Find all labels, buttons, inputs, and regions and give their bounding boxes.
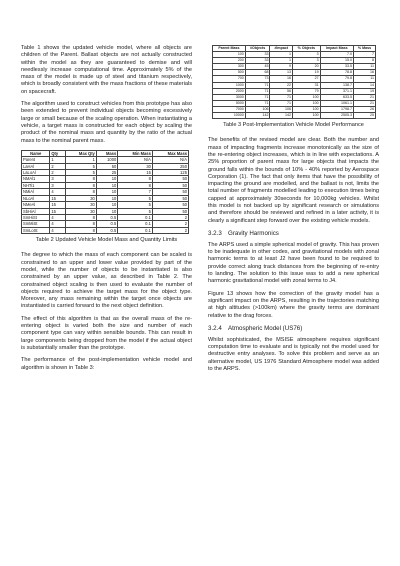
table-cell: 142 xyxy=(245,113,270,119)
table-3-header: #Impact xyxy=(270,46,293,52)
table-cell: 106 xyxy=(245,106,270,112)
section-title: Gravity Harmonics xyxy=(228,229,279,237)
paragraph-effect: The effect of this algorithm is that as the overall mass of the re-entering object is varied both the size and number of each component type can vary within sensible bounds. This can result in large components being dropped from the model if the actual object is substantially smaller than the prototype. xyxy=(21,315,192,351)
table-cell: 7 xyxy=(354,52,376,58)
table-cell: 71 xyxy=(270,100,293,106)
table-cell: 8 xyxy=(118,182,153,188)
paragraph-figure13: Figure 13 shows how the correction of the gravity model has a significant impact on the ARPS, resulting in the trajectories matching at high altitudes (>100km) where the gravity terms are dominant relative to the drag forces. xyxy=(208,290,379,319)
section-heading-gravity xyxy=(208,230,379,238)
table-cell: 11 xyxy=(354,64,376,70)
table-cell: 200 xyxy=(213,58,246,64)
table-cell: 106 xyxy=(270,106,293,112)
right-column xyxy=(208,0,379,378)
table-cell: 0.1 xyxy=(118,221,153,227)
table-cell: 100 xyxy=(293,94,321,100)
table-3-header: % Objects xyxy=(293,46,321,52)
table-cell: 50 xyxy=(152,176,188,182)
table-cell: 0.5 xyxy=(96,221,117,227)
table-3-caption: Table 3 Post-Implementation Vehicle Model Performance xyxy=(223,122,364,129)
table-2-header: Max Qty xyxy=(66,150,97,156)
table-cell: 0.1 xyxy=(118,227,153,233)
table-cell: 125 xyxy=(152,170,188,176)
table-cell: 8 xyxy=(66,182,97,188)
table-cell: 142 xyxy=(270,113,293,119)
table-2-header: Max Mass xyxy=(152,150,188,156)
table-2 xyxy=(21,150,189,234)
table-cell: 9 xyxy=(270,64,293,70)
table-cell: 19 xyxy=(293,70,321,76)
table-cell: 2 xyxy=(152,214,188,220)
table-2-caption: Table 2 Updated Vehicle Model Mass and Quantity Limits xyxy=(35,237,178,244)
table-cell: 71 xyxy=(245,94,270,100)
table-cell: 7 xyxy=(118,189,153,195)
left-column xyxy=(21,0,192,377)
table-cell: 3 xyxy=(50,176,66,182)
paragraph-arps: The ARPS used a simple spherical model of gravity. This has proven to be inadequate in other codes, and gravitational models with zonal harmonic terms to at least J2 have been found to be required to provide correct along track distances from the beginning of re-entry to landing. The solution to this issue was to add a new spherical harmonic gravitational model with zonal terms to J4. xyxy=(208,241,379,285)
table-cell: 100 xyxy=(293,100,321,106)
table-cell: 300 xyxy=(213,64,246,70)
table-cell: 21 xyxy=(354,94,376,100)
table-row xyxy=(213,113,376,119)
table-cell: 71 xyxy=(245,88,270,94)
table-cell: 50 xyxy=(152,189,188,195)
table-cell: 7.0 xyxy=(320,52,353,58)
table-cell: 68 xyxy=(245,70,270,76)
table-cell: 26 xyxy=(354,106,376,112)
table-cell: 10 xyxy=(96,176,117,182)
table-cell: 100 xyxy=(293,106,321,112)
table-cell: 1 xyxy=(270,52,293,58)
table-cell: 14 xyxy=(354,82,376,88)
table-cell: SmLoSt xyxy=(22,227,50,233)
table-cell: 8 xyxy=(66,221,97,227)
table-cell: 15 xyxy=(118,170,153,176)
table-cell: 5 xyxy=(118,195,153,201)
table-cell: 5 xyxy=(118,202,153,208)
table-cell: 2 xyxy=(152,221,188,227)
table-cell: 3000 xyxy=(213,94,246,100)
table-cell: 78.8 xyxy=(320,70,353,76)
table-cell: 0.5 xyxy=(96,214,117,220)
table-cell: 1 xyxy=(50,157,66,163)
table-cell: 10000 xyxy=(213,113,246,119)
table-cell: 633.5 xyxy=(320,94,353,100)
table-cell: 10 xyxy=(96,182,117,188)
table-cell: 27 xyxy=(293,76,321,82)
table-cell: 71 xyxy=(245,82,270,88)
table-cell: 3 xyxy=(293,52,321,58)
table-cell: 15 xyxy=(50,202,66,208)
table-cell: NLoAl xyxy=(22,195,50,201)
table-cell: 100 xyxy=(213,52,246,58)
table-cell: 30 xyxy=(66,202,97,208)
table-cell: 16 xyxy=(270,76,293,82)
table-cell: 8 xyxy=(66,214,97,220)
table-cell: 79 xyxy=(293,88,321,94)
table-cell: 2000 xyxy=(213,88,246,94)
table-cell: 33 xyxy=(245,58,270,64)
table-cell: 1000 xyxy=(213,82,246,88)
table-cell: 700 xyxy=(213,76,246,82)
table-cell: 1061.1 xyxy=(320,100,353,106)
table-cell: LaLoAl xyxy=(22,170,50,176)
table-cell: 7000 xyxy=(213,106,246,112)
table-2-header: Mass xyxy=(96,150,117,156)
paragraph-intro: Table 1 shows the updated vehicle model, where all objects are children of the Parent. Ballast objects are not actually constructed within the model as they are guaranteed to demise and will needlessly increase computational time. Approximately 5% of the mass of the model is made up of steel and titanium respectively, which is broadly consistent with the mass fractions of these materials on spacecraft. xyxy=(21,45,192,95)
section-title: Atmospheric Model (US76) xyxy=(228,324,303,332)
table-cell: 20 xyxy=(293,64,321,70)
table-cell: 5000 xyxy=(213,100,246,106)
table-cell: 3 xyxy=(293,58,321,64)
table-cell: Parent xyxy=(22,157,50,163)
table-cell: 138.7 xyxy=(320,82,353,88)
table-cell: 1 xyxy=(270,58,293,64)
table-cell: 50 xyxy=(152,182,188,188)
table-cell: 4 xyxy=(50,221,66,227)
table-cell: 2 xyxy=(50,163,66,169)
table-cell: NMeAl xyxy=(22,202,50,208)
table-cell: 19 xyxy=(354,88,376,94)
table-cell: 50 xyxy=(96,163,117,169)
table-cell: N/A xyxy=(152,157,188,163)
table-cell: 8 xyxy=(66,176,97,182)
table-cell: 100 xyxy=(293,113,321,119)
table-2-header: Name xyxy=(22,150,50,156)
table-cell: LaHAl xyxy=(22,163,50,169)
table-cell: 4 xyxy=(50,227,66,233)
table-cell: 50 xyxy=(152,202,188,208)
table-cell: 2 xyxy=(152,227,188,233)
table-cell: 73 xyxy=(245,76,270,82)
table-cell: 10 xyxy=(96,189,117,195)
section-heading-atmosphere xyxy=(208,325,379,333)
table-cell: 71 xyxy=(245,100,270,106)
table-cell: 8 xyxy=(118,176,153,182)
table-cell: 30 xyxy=(66,195,97,201)
table-cell: 79.8 xyxy=(320,76,353,82)
table-cell: 22 xyxy=(270,82,293,88)
table-cell: 15.0 xyxy=(320,58,353,64)
table-cell: 71 xyxy=(270,94,293,100)
table-cell: N/A xyxy=(118,157,153,163)
table-3-header: Impact Mass xyxy=(320,46,353,52)
table-cell: 56 xyxy=(270,88,293,94)
table-cell: 13 xyxy=(270,70,293,76)
table-cell: SmHiSt xyxy=(22,214,50,220)
table-cell: 8 xyxy=(66,227,97,233)
table-cell: 1 xyxy=(66,157,97,163)
table-3 xyxy=(212,45,376,119)
table-cell: 50 xyxy=(152,195,188,201)
table-cell: 25 xyxy=(96,170,117,176)
table-cell: 10 xyxy=(96,195,117,201)
table-cell: 0.5 xyxy=(96,227,117,233)
table-cell: 15 xyxy=(50,195,66,201)
table-cell: 33.5 xyxy=(320,64,353,70)
table-cell: SbHiAl xyxy=(22,208,50,214)
table-3-body xyxy=(213,52,376,119)
table-cell: 30 xyxy=(118,163,153,169)
section-number: 3.2.3 xyxy=(208,229,222,237)
paragraph-degree: The degree to which the mass of each component can be scaled is constrained to an upper and lower value provided by part of the model, while the number of objects to be instantiated is also constrained by an upper value, as described in Table 2. The constrained object scaling is then used to evaluate the number of objects required to achieve the target mass for the object type. Moreover, any mass remaining within the target once objects are instantiated is carried forward to the next object definition. xyxy=(21,252,192,310)
table-3-header: #Objects xyxy=(245,46,270,52)
table-cell: NMiAl xyxy=(22,189,50,195)
paragraph-performance: The performance of the post-implementation vehicle model and algorithm is shown in Table 3: xyxy=(21,357,192,371)
table-3-header: % Mass xyxy=(354,46,376,52)
table-cell: 25 xyxy=(354,113,376,119)
table-cell: 50 xyxy=(152,208,188,214)
table-cell: 3 xyxy=(50,182,66,188)
table-cell: 0.1 xyxy=(118,214,153,220)
table-cell: 1000 xyxy=(96,157,117,163)
table-cell: 16 xyxy=(354,70,376,76)
section-number: 3.2.4 xyxy=(208,324,222,332)
table-cell: 8 xyxy=(354,58,376,64)
table-cell: 5 xyxy=(66,163,97,169)
table-cell: SmMiSt xyxy=(22,221,50,227)
table-cell: 10 xyxy=(96,208,117,214)
table-cell: 2505.3 xyxy=(320,113,353,119)
table-cell: 30 xyxy=(66,208,97,214)
table-2-header: Min Mass xyxy=(118,150,153,156)
table-cell: 4 xyxy=(50,214,66,220)
table-cell: 500 xyxy=(213,70,246,76)
table-cell: 2 xyxy=(50,170,66,176)
table-2-header: Qty xyxy=(50,150,66,156)
table-cell: 11 xyxy=(354,76,376,82)
table-cell: 4 xyxy=(50,189,66,195)
table-cell: 33 xyxy=(245,52,270,58)
table-cell: 5 xyxy=(66,170,97,176)
table-cell: 31 xyxy=(293,82,321,88)
table-cell: 5 xyxy=(118,208,153,214)
table-cell: 21 xyxy=(354,100,376,106)
table-2-body xyxy=(22,157,189,234)
paragraph-algorithm: The algorithm used to construct vehicles from this prototype has also been extended to prevent individual objects becoming excessively large or small because of the scaling operation. When instantiating a vehicle, a target mass is constructed for each object by scaling the product of the nominal mass and quantity by the ratio of the actual mass to the nominal parent mass. xyxy=(21,101,192,144)
table-cell: NHTi1 xyxy=(22,182,50,188)
table-cell: 45 xyxy=(245,64,270,70)
table-3-header: Parent Mass xyxy=(213,46,246,52)
table-cell: 10 xyxy=(96,202,117,208)
paragraph-msise: Whilst sophisticated, the MSISE atmosphere requires significant computation time to evaluate and is typically not the model used for destructive entry analyses. To solve this problem and serve as an alternative model, US 1976 Standard Atmosphere model was added to the ARPS. xyxy=(208,336,379,373)
table-cell: 8 xyxy=(66,189,97,195)
table-cell: 371.1 xyxy=(320,88,353,94)
table-cell: 250 xyxy=(152,163,188,169)
table-row xyxy=(22,227,189,233)
table-cell: 15 xyxy=(50,208,66,214)
paragraph-benefits: The benefits of the revised model are clear. Both the number and mass of impacting fragments increase monotonically as the size of the re-entering object increases, which is in line with expectations. A 25% proportion of parent mass for large objects that impacts the ground falls within the bounds of 10% - 40% reported by Aerospace Corporation (1). The fact that only items that have the possibility of impacting the ground are modelled, and the ballast is not, limits the total number of fragments modelled leading to execution times being capped at approximately 30seconds for 10,000kg vehicles. Whilst this model is not backed up by significant research or simulations and therefore should be reviewed and refined in a later activity, it is clearly a significant step forward over the existing vehicle models. xyxy=(208,137,379,224)
table-cell: 1798.7 xyxy=(320,106,353,112)
table-cell: NMAl1 xyxy=(22,176,50,182)
